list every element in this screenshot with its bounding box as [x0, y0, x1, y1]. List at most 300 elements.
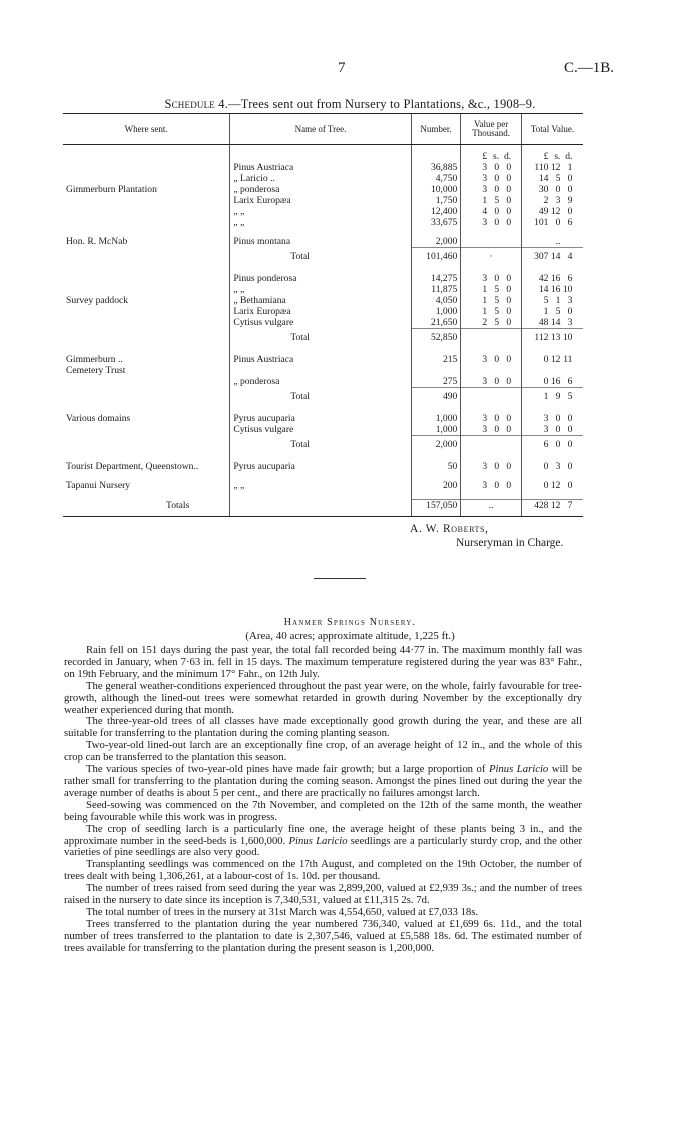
value-lsd-s: 0 — [494, 273, 500, 284]
total-lsd — [525, 480, 580, 491]
total-lsd — [525, 173, 580, 184]
total-lsd-l: 14 — [538, 173, 549, 184]
total-lsd-s: 14 — [550, 317, 561, 328]
value-per-thousand — [461, 162, 522, 173]
blank-cell — [230, 405, 411, 413]
tree-name: Cytisus vulgare — [230, 317, 411, 329]
where-cell — [63, 173, 230, 184]
total-lsd — [525, 376, 580, 387]
tree-number: 33,675 — [411, 217, 461, 228]
table-row — [63, 461, 583, 472]
tree-number: 1,000 — [411, 413, 461, 424]
total-number: 52,850 — [411, 329, 461, 347]
where-label: Gimmerburn Plantation — [66, 184, 157, 195]
total-sum-lsd-s: 13 — [550, 332, 561, 343]
total-lsd — [525, 424, 580, 435]
total-number: 490 — [411, 388, 461, 406]
col-header-number: Number. — [411, 114, 461, 145]
value-lsd-l: 2 — [482, 317, 488, 328]
total-lsd-s: 16 — [550, 284, 561, 295]
total-value-per-thousand — [461, 388, 522, 406]
where-label: Various domains — [66, 413, 131, 424]
total-value — [521, 317, 583, 329]
tree-number: 1,750 — [411, 195, 461, 206]
total-lsd-l: 2 — [543, 195, 549, 206]
blank-cell — [63, 228, 230, 236]
where-cell — [63, 284, 230, 295]
value-lsd — [464, 354, 518, 365]
total-lsd — [525, 195, 580, 206]
total-label: Total — [230, 436, 411, 454]
spacer-row — [63, 453, 583, 461]
total-sum — [521, 248, 583, 266]
value-lsd-d: 0 — [506, 195, 512, 206]
blank-cell — [461, 453, 522, 461]
grand-total-lsd-l: 428 — [534, 500, 549, 511]
value-per-thousand — [461, 354, 522, 376]
blank-cell — [521, 228, 583, 236]
blank-cell — [411, 346, 461, 354]
schedule-table — [63, 113, 583, 517]
total-money-header — [521, 145, 583, 163]
where-cell — [63, 376, 230, 388]
section-title: Hanmer Springs Nursery. — [283, 617, 417, 628]
total-value — [521, 284, 583, 295]
signature-title: Nurseryman in Charge. — [456, 537, 564, 549]
blank-cell — [411, 472, 461, 480]
table-row — [63, 354, 583, 376]
spacer-row — [63, 346, 583, 354]
total-sum-lsd-d: 5 — [567, 391, 573, 402]
value-lsd-d: 0 — [506, 413, 512, 424]
blank-cell — [230, 472, 411, 480]
table-row — [63, 236, 583, 248]
tree-name: Pinus ponderosa — [230, 273, 411, 284]
blank-cell — [63, 472, 230, 480]
value-lsd-s: 0 — [494, 217, 500, 228]
paragraph: Seed-sowing was commenced on the 7th November, and completed on the 12th of the same month, the weather being favourable while this work was in progress. — [64, 798, 582, 823]
total-sum-lsd — [525, 251, 580, 262]
total-lsd-d: 0 — [567, 173, 573, 184]
where-label: Tourist Department, Queenstown.. — [66, 461, 199, 472]
value-lsd-d: 0 — [506, 217, 512, 228]
total-sum-lsd — [525, 439, 580, 450]
paragraph: The number of trees raised from seed during the year was 2,899,200, valued at £2,939 3s.; and the number of trees raised in the nursery to date since its inception is 7,340,531, valued at £11,315 2s. 7d. — [64, 882, 582, 907]
blank-cell — [461, 405, 522, 413]
blank-cell — [63, 329, 230, 347]
spacer-row — [63, 228, 583, 236]
value-lsd — [464, 424, 518, 435]
where-cell — [63, 162, 230, 173]
where-cell — [63, 295, 230, 306]
schedule-title-rest: —Trees sent out from Nursery to Plantations, &c., 1908–9. — [228, 97, 536, 111]
where-cell — [63, 306, 230, 317]
blank-cell — [461, 265, 522, 273]
tree-number: 200 — [411, 480, 461, 491]
total-value-per-thousand — [461, 436, 522, 454]
total-row — [63, 329, 583, 347]
value-lsd — [464, 162, 518, 173]
where-cell — [63, 317, 230, 329]
total-lsd-d: 0 — [567, 461, 573, 472]
blank-cell — [63, 453, 230, 461]
total-sum-lsd-l: 112 — [534, 332, 549, 343]
blank-cell — [230, 265, 411, 273]
total-lsd-l — [532, 236, 548, 247]
value-lsd-d: 0 — [506, 162, 512, 173]
grand-total-lsd-d: 7 — [567, 500, 573, 511]
grand-total-row — [63, 500, 583, 517]
total-lsd-d: 10 — [562, 284, 573, 295]
value-lsd-s: 0 — [494, 424, 500, 435]
blank-cell — [521, 491, 583, 500]
total-lsd-l: 3 — [543, 424, 549, 435]
total-lsd-s: 5 — [555, 173, 561, 184]
blank-cell — [411, 405, 461, 413]
total-value — [521, 173, 583, 184]
total-lsd-s: 0 — [555, 184, 561, 195]
total-lsd-l: 5 — [543, 295, 549, 306]
blank-cell — [521, 472, 583, 480]
total-lsd — [525, 306, 580, 317]
value-per-thousand — [461, 206, 522, 217]
blank-cell — [230, 346, 411, 354]
page-number: 7 — [338, 60, 346, 76]
value-lsd — [464, 480, 518, 491]
total-sum-lsd-d: 0 — [567, 439, 573, 450]
value-lsd-d: 0 — [506, 376, 512, 387]
table-row — [63, 217, 583, 228]
value-per-thousand — [461, 273, 522, 284]
where-cell — [63, 206, 230, 217]
tree-number: 275 — [411, 376, 461, 388]
value-lsd-header — [464, 151, 518, 162]
value-lsd — [464, 461, 518, 472]
total-sum — [521, 436, 583, 454]
total-lsd-s: 16 — [550, 273, 561, 284]
where-cell — [63, 184, 230, 195]
total-sum-lsd-s: 14 — [550, 251, 561, 262]
section-subtitle: (Area, 40 acres; approximate altitude, 1,225 ft.) — [245, 630, 455, 642]
tree-name: Larix Europæa — [230, 306, 411, 317]
blank-cell — [63, 248, 230, 266]
total-lsd — [525, 206, 580, 217]
value-lsd-l: 3 — [482, 461, 488, 472]
blank-cell — [63, 388, 230, 406]
total-row — [63, 388, 583, 406]
value-lsd — [464, 284, 518, 295]
value-lsd-s: 0 — [494, 173, 500, 184]
total-sum-lsd-d: 4 — [567, 251, 573, 262]
total-row — [63, 248, 583, 266]
total-lsd-d: 0 — [567, 184, 573, 195]
where-cell — [63, 354, 230, 376]
schedule-title-prefix: Schedule 4. — [164, 97, 229, 111]
total-lsd-d: 6 — [567, 217, 573, 228]
value-lsd-d: 0 — [506, 173, 512, 184]
total-value-per-thousand — [461, 329, 522, 347]
species-name: Pinus Laricio — [488, 763, 549, 776]
value-lsd-s: 0 — [494, 206, 500, 217]
value-per-thousand — [461, 376, 522, 388]
tree-number: 4,750 — [411, 173, 461, 184]
paragraph: The various species of two-year-old pines have made fair growth; but a large proportion of Pinus Laricio will be rather small for transferring to the plantation during the coming season. Amongst the pines lined out during the year the average number of deaths is about 5 per cent., and there are practically no failures amongst larch. — [64, 763, 582, 799]
tree-number: 4,050 — [411, 295, 461, 306]
value-per-thousand — [461, 173, 522, 184]
total-lsd-header-s: s. — [554, 151, 561, 162]
total-lsd-s: 12 — [550, 480, 561, 491]
total-lsd-l: 0 — [543, 354, 549, 365]
total-lsd-l: 49 — [538, 206, 549, 217]
grand-total-number: 157,050 — [411, 500, 461, 517]
total-lsd — [525, 217, 580, 228]
total-lsd-s: 5 — [555, 306, 561, 317]
where-label: Tapanui Nursery — [66, 480, 131, 491]
col-header-total: Total Value. — [521, 114, 583, 145]
value-lsd-l: 3 — [482, 273, 488, 284]
table-row — [63, 413, 583, 424]
total-lsd-l: 3 — [543, 413, 549, 424]
blank-cell — [461, 346, 522, 354]
value-lsd-s: 5 — [494, 317, 500, 328]
table-row — [63, 173, 583, 184]
blank-cell — [411, 228, 461, 236]
total-lsd-s: 3 — [555, 461, 561, 472]
value-per-thousand — [461, 236, 522, 248]
paragraph: Trees transferred to the plantation during the year numbered 736,340, valued at £1,699 6s. 11d., and the total number of trees transferred to the plantation to date is 2,307,546, valued at £5,588 18s. 6d. The estimated number of trees available for transferring to the plantation during the present season is 1,200,000. — [64, 917, 582, 954]
tree-name: Pinus Austriaca — [230, 162, 411, 173]
value-lsd-d: 0 — [506, 354, 512, 365]
where-cell — [63, 461, 230, 472]
spacer-row — [63, 472, 583, 480]
section-body — [64, 645, 582, 955]
where-cell — [63, 413, 230, 424]
value-lsd-s: 5 — [494, 284, 500, 295]
total-lsd-d: 3 — [567, 317, 573, 328]
value-per-thousand — [461, 480, 522, 491]
money-header-row — [63, 145, 583, 163]
total-label: Total — [230, 248, 411, 266]
total-lsd-d: 1 — [567, 162, 573, 173]
total-value — [521, 206, 583, 217]
tree-number: 215 — [411, 354, 461, 376]
paragraph: Transplanting seedlings was commenced on the 17th August, and completed on the 19th October, the number of trees dealt with being 1,306,261, at a labour-cost of 1s. 10d. per thousand. — [64, 858, 582, 883]
blank-cell — [461, 491, 522, 500]
total-label: Total — [230, 388, 411, 406]
blank-cell — [521, 346, 583, 354]
value-money-header — [461, 145, 522, 163]
tree-number: 36,885 — [411, 162, 461, 173]
total-lsd — [525, 461, 580, 472]
where-cell — [63, 236, 230, 248]
value-lsd-l: 3 — [482, 162, 488, 173]
table-row — [63, 284, 583, 295]
total-sum-lsd-s: 0 — [555, 439, 561, 450]
total-lsd-s: 0 — [555, 424, 561, 435]
blank-cell — [411, 453, 461, 461]
value-per-thousand — [461, 306, 522, 317]
total-lsd-d: 0 — [567, 480, 573, 491]
value-lsd — [464, 184, 518, 195]
total-lsd — [525, 184, 580, 195]
total-lsd-d: 9 — [567, 195, 573, 206]
tree-name: „ ponderosa — [230, 184, 411, 195]
total-lsd-l: 42 — [538, 273, 549, 284]
blank-cell — [411, 145, 461, 163]
where-cell — [63, 195, 230, 206]
value-lsd — [464, 273, 518, 284]
value-lsd — [464, 317, 518, 328]
value-lsd — [464, 195, 518, 206]
blank-cell — [230, 145, 411, 163]
blank-cell — [63, 436, 230, 454]
value-lsd-s: 0 — [494, 461, 500, 472]
total-lsd-d: 3 — [567, 295, 573, 306]
total-value — [521, 376, 583, 388]
tree-name: Pinus Austriaca — [230, 354, 411, 376]
value-lsd — [464, 217, 518, 228]
value-lsd-l: 1 — [482, 284, 488, 295]
grand-total-lsd — [525, 500, 580, 511]
paragraph: Rain fell on 151 days during the past year, the total fall recorded being 44·77 in. The maximum monthly fall was recorded in January, when 7·63 in. fell in 15 days. The maximum temperature registered during the year was 83° Fahr., on 19th February, and the minimum 17° Fahr., on 12th July. — [64, 644, 582, 680]
total-lsd-header-l: £ — [543, 151, 549, 162]
value-lsd-s: 5 — [494, 195, 500, 206]
spacer-row — [63, 405, 583, 413]
where-label-2: Cemetery Trust — [66, 365, 126, 376]
total-lsd — [525, 284, 580, 295]
total-number: 2,000 — [411, 436, 461, 454]
total-lsd — [525, 317, 580, 328]
total-lsd-l: 0 — [543, 480, 549, 491]
total-value — [521, 413, 583, 424]
value-lsd-l: 3 — [482, 173, 488, 184]
grand-total-lsd-s: 12 — [550, 500, 561, 511]
tree-number: 14,275 — [411, 273, 461, 284]
value-lsd-l: 1 — [482, 195, 488, 206]
value-lsd-l: 3 — [482, 480, 488, 491]
total-lsd-l: 30 — [538, 184, 549, 195]
tree-number: 50 — [411, 461, 461, 472]
total-lsd-s: .. — [555, 236, 561, 247]
total-sum-lsd — [525, 391, 580, 402]
total-lsd-d: 0 — [567, 306, 573, 317]
value-lsd — [464, 413, 518, 424]
total-lsd-d: 6 — [567, 273, 573, 284]
value-per-thousand — [461, 284, 522, 295]
total-label: Total — [230, 329, 411, 347]
total-value — [521, 162, 583, 173]
total-lsd-s: 0 — [555, 413, 561, 424]
value-lsd — [464, 376, 518, 387]
value-lsd-header-s: s. — [493, 151, 500, 162]
total-lsd-l: 101 — [534, 217, 549, 228]
table-row — [63, 184, 583, 195]
value-lsd-header-d: d. — [503, 151, 512, 162]
blank-cell — [521, 265, 583, 273]
total-value — [521, 217, 583, 228]
total-lsd-l: 1 — [543, 306, 549, 317]
value-per-thousand — [461, 424, 522, 436]
value-per-thousand — [461, 413, 522, 424]
col-header-value: Value per Thousand. — [461, 114, 522, 145]
value-lsd-s: 5 — [494, 306, 500, 317]
blank-cell — [411, 491, 461, 500]
tree-name: Cytisus vulgare — [230, 424, 411, 436]
total-value — [521, 236, 583, 248]
tree-name: Larix Europæa — [230, 195, 411, 206]
total-lsd — [525, 273, 580, 284]
blank-cell — [230, 228, 411, 236]
value-lsd — [464, 173, 518, 184]
tree-name: „ ponderosa — [230, 376, 411, 388]
paragraph: The general weather-conditions experienced throughout the past year were, on the whole, fairly favourable for tree-growth, although the lined-out trees were somewhat retarded in growth during November by the exceptionally dry weather experienced during that month. — [64, 679, 582, 716]
tree-number: 1,000 — [411, 306, 461, 317]
value-lsd-d: 0 — [506, 317, 512, 328]
value-lsd — [464, 295, 518, 306]
total-sum — [521, 329, 583, 347]
blank-cell — [230, 453, 411, 461]
where-label: Hon. R. McNab — [66, 236, 128, 247]
tree-name: „ „ — [230, 284, 411, 295]
tree-name: „ Laricio .. — [230, 173, 411, 184]
total-lsd-l: 48 — [538, 317, 549, 328]
value-per-thousand — [461, 195, 522, 206]
table-row — [63, 424, 583, 436]
table-row — [63, 480, 583, 491]
where-cell — [63, 273, 230, 284]
blank-cell — [63, 346, 230, 354]
total-value — [521, 195, 583, 206]
total-number: 101,460 — [411, 248, 461, 266]
total-sum-lsd-s: 9 — [555, 391, 561, 402]
section-divider — [314, 578, 366, 579]
table-row — [63, 162, 583, 173]
total-lsd-header-d: d. — [565, 151, 573, 162]
grand-total-value: .. — [461, 500, 522, 517]
tree-number: 12,400 — [411, 206, 461, 217]
schedule-title — [0, 97, 700, 112]
value-lsd-d: 0 — [506, 424, 512, 435]
spacer-row — [63, 491, 583, 500]
value-lsd-s: 0 — [494, 376, 500, 387]
blank-cell — [461, 228, 522, 236]
value-lsd-l: 3 — [482, 354, 488, 365]
tree-name: „ „ — [230, 480, 411, 491]
col-header-where: Where sent. — [63, 114, 230, 145]
total-lsd — [525, 413, 580, 424]
value-per-thousand — [461, 184, 522, 195]
total-lsd — [525, 236, 580, 247]
value-lsd-s: 0 — [494, 162, 500, 173]
paragraph: The three-year-old trees of all classes have made exceptionally good growth during the year, and these are all suitable for transferring to the plantation during the coming planting season. — [64, 715, 582, 740]
value-per-thousand — [461, 461, 522, 472]
paragraph: The crop of seedling larch is a particularly fine one, the average height of these plants being 3 in., and the approximate number in the seed-beds is 1,600,000. Pinus Laricio seedlings are a particularly sturdy crop, and the other varieties of pine seedlings are also very good. — [64, 822, 583, 859]
blank-cell — [63, 265, 230, 273]
table-row — [63, 195, 583, 206]
total-sum-lsd-d: 10 — [562, 332, 573, 343]
table-row — [63, 306, 583, 317]
col-header-name: Name of Tree. — [230, 114, 411, 145]
blank-cell — [230, 491, 411, 500]
table-row — [63, 295, 583, 306]
total-lsd-s: 12 — [550, 162, 561, 173]
tree-name: Pinus montana — [230, 236, 411, 248]
blank-cell — [411, 265, 461, 273]
tree-name: Pyrus aucuparia — [230, 461, 411, 472]
total-sum-lsd-l: 6 — [543, 439, 549, 450]
value-lsd-l: 1 — [482, 295, 488, 306]
total-lsd — [525, 354, 580, 365]
